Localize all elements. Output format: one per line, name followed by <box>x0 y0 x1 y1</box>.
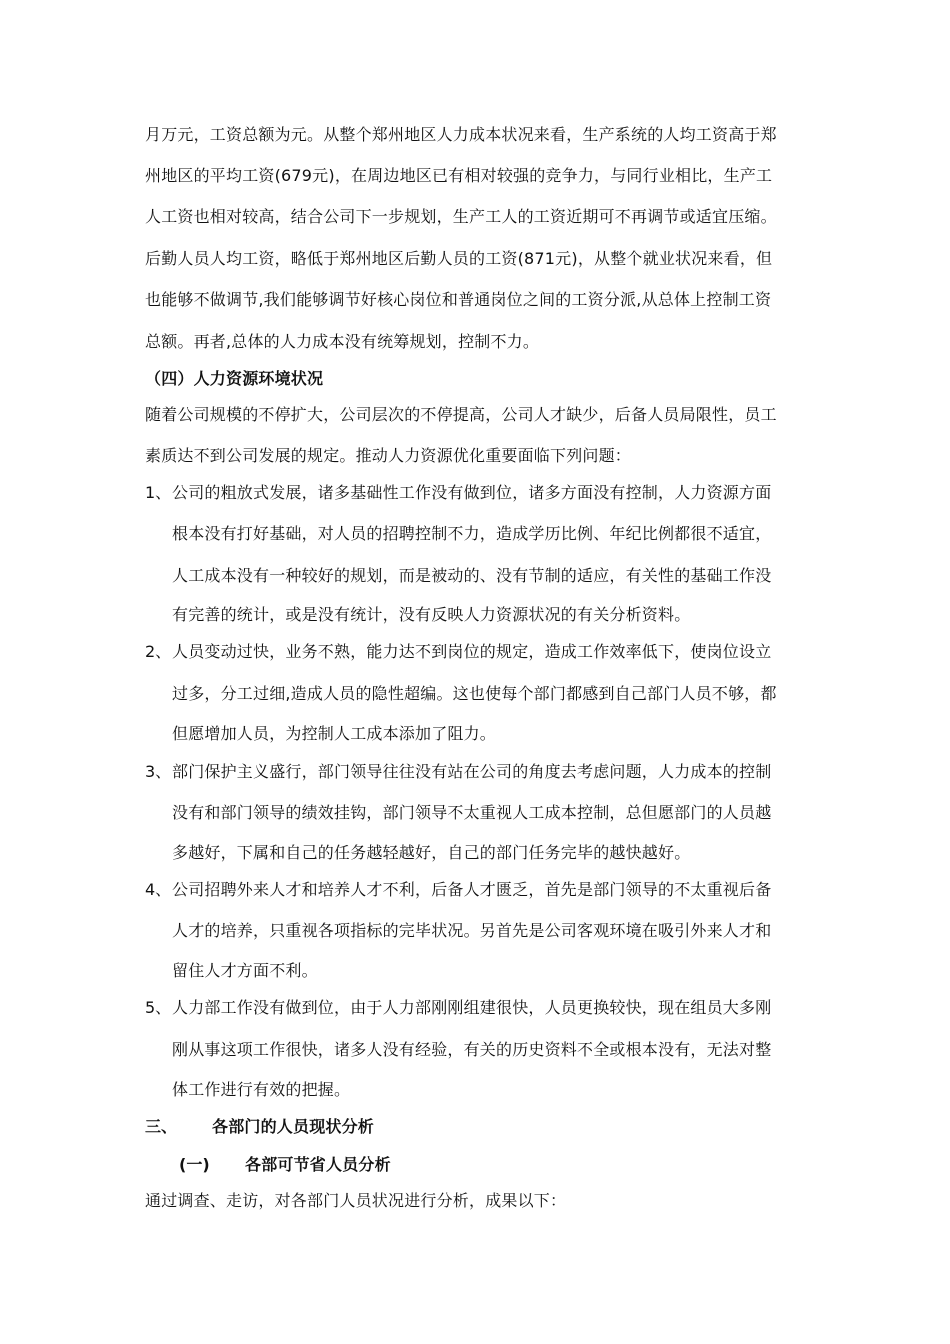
list-item-line: 但愿增加人员，为控制人工成本添加了阻力。 <box>172 724 497 743</box>
section4-heading: （四）人力资源环境状况 <box>145 369 324 388</box>
section3-title: 各部门的人员现状分析 <box>212 1117 375 1136</box>
list-item-line: 刚从事这项工作很快，诸多人没有经验，有关的历史资料不全或根本没有，无法对整 <box>172 1040 772 1059</box>
list-item-line: 部门保护主义盛行，部门领导往往没有站在公司的角度去考虑问题，人力成本的控制 <box>172 762 772 781</box>
list-item-line: 人员变动过快，业务不熟，能力达不到岗位的规定，造成工作效率低下，使岗位设立 <box>172 642 772 661</box>
list-item-number: 4、 <box>145 880 172 899</box>
list-item-line: 留住人才方面不利。 <box>172 961 318 980</box>
list-item-line: 根本没有打好基础，对人员的招聘控制不力，造成学历比例、年纪比例都很不适宜， <box>172 524 772 543</box>
list-item-line: 体工作进行有效的把握。 <box>172 1080 351 1099</box>
intro-line: 素质达不到公司发展的规定。推动人力资源优化重要面临下列问题： <box>145 446 632 465</box>
intro-line: 随着公司规模的不停扩大，公司层次的不停提高，公司人才缺少，后备人员局限性，员工 <box>145 405 777 424</box>
paragraph1-line: 后勤人员人均工资，略低于郑州地区后勤人员的工资(871元)，从整个就业状况来看，但 <box>145 249 773 268</box>
list-item-line: 没有和部门领导的绩效挂钩，部门领导不太重视人工成本控制，总但愿部门的人员越 <box>172 803 772 822</box>
paragraph1-line: 也能够不做调节,我们能够调节好核心岗位和普通岗位之间的工资分派,从总体上控制工资 <box>145 290 772 309</box>
list-item-line: 公司的粗放式发展，诸多基础性工作没有做到位，诸多方面没有控制，人力资源方面 <box>172 483 772 502</box>
paragraph1-line: 州地区的平均工资(679元)，在周边地区已有相对较强的竞争力，与同行业相比，生产工 <box>145 166 773 185</box>
section3-number: 三、 <box>145 1117 178 1136</box>
paragraph1-line: 月万元，工资总额为元。从整个郑州地区人力成本状况来看，生产系统的人均工资高于郑 <box>145 125 777 144</box>
list-item-number: 1、 <box>145 483 172 502</box>
list-item-line: 人才的培养，只重视各项指标的完毕状况。另首先是公司客观环境在吸引外来人才和 <box>172 921 772 940</box>
paragraph1-line: 总额。再者,总体的人力成本没有统筹规划，控制不力。 <box>145 332 540 351</box>
list-item-number: 5、 <box>145 998 172 1017</box>
list-item-number: 3、 <box>145 762 172 781</box>
subsection1-title: 各部可节省人员分析 <box>245 1155 391 1174</box>
list-item-line: 人工成本没有一种较好的规划，而是被动的、没有节制的适应，有关性的基础工作没 <box>172 566 772 585</box>
list-item-line: 公司招聘外来人才和培养人才不利，后备人才匮乏，首先是部门领导的不太重视后备 <box>172 880 772 899</box>
list-item-line: 多越好，下属和自己的任务越轻越好，自己的部门任务完毕的越快越好。 <box>172 843 691 862</box>
list-item-line: 人力部工作没有做到位，由于人力部刚刚组建很快，人员更换较快，现在组员大多刚 <box>172 998 772 1017</box>
list-item-number: 2、 <box>145 642 172 661</box>
subsection1-number: (一) <box>179 1155 210 1174</box>
closing-line: 通过调查、走访，对各部门人员状况进行分析，成果以下： <box>145 1191 567 1210</box>
paragraph1-line: 人工资也相对较高，结合公司下一步规划，生产工人的工资近期可不再调节或适宜压缩。 <box>145 207 777 226</box>
list-item-line: 有完善的统计，或是没有统计，没有反映人力资源状况的有关分析资料。 <box>172 605 691 624</box>
list-item-line: 过多，分工过细,造成人员的隐性超编。这也使每个部门都感到自己部门人员不够，都 <box>172 684 777 703</box>
